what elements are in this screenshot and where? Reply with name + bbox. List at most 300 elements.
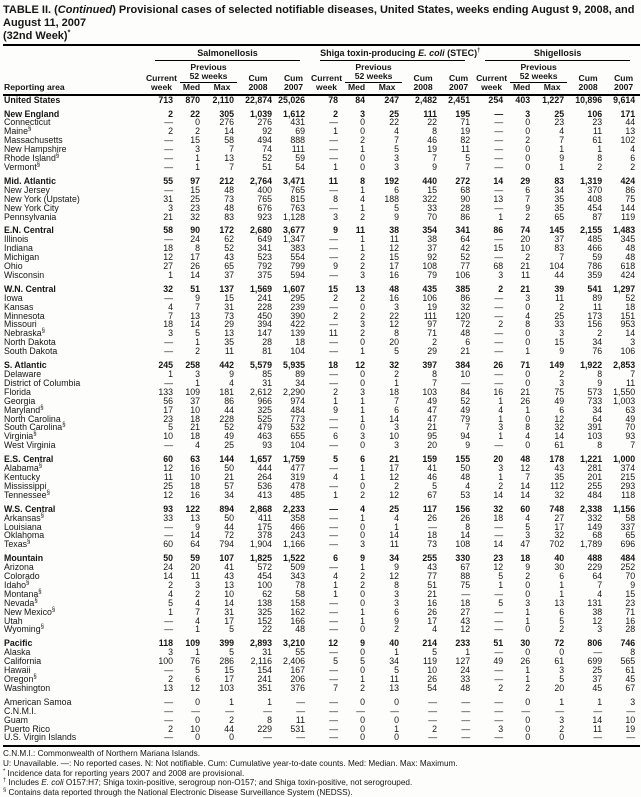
value-cell: — bbox=[164, 530, 173, 541]
table-row bbox=[3, 693, 640, 707]
value-cell: 25 bbox=[163, 480, 173, 491]
value-cell: 9 bbox=[559, 153, 565, 164]
value-cell: 13 bbox=[163, 682, 173, 693]
value-cell: 4 bbox=[630, 144, 636, 155]
value-cell: 5 bbox=[432, 480, 438, 491]
value-cell: 9 bbox=[394, 562, 400, 573]
value-cell: 9 bbox=[360, 638, 366, 649]
value-cell: 214 bbox=[422, 638, 438, 649]
value-cell: 22,874 bbox=[245, 94, 272, 105]
value-cell: 2 bbox=[360, 261, 366, 272]
value-cell: 78 bbox=[328, 94, 339, 105]
value-cell: 48 bbox=[224, 202, 234, 213]
value-cell: 252 bbox=[620, 562, 636, 573]
value-cell: 1 bbox=[597, 696, 603, 707]
value-cell: 57 bbox=[224, 480, 234, 491]
value-cell: 966 bbox=[257, 395, 272, 406]
value-cell: 7 bbox=[465, 422, 471, 433]
value-cell: 2 bbox=[525, 211, 531, 222]
value-cell: 7 bbox=[333, 682, 339, 693]
reporting-area-cell: Mississippi bbox=[4, 480, 47, 491]
value-cell: — bbox=[494, 696, 504, 707]
value-cell: 75 bbox=[625, 193, 636, 204]
value-cell: 58 bbox=[295, 588, 306, 599]
table-row bbox=[3, 572, 640, 581]
table-row bbox=[3, 370, 640, 379]
value-cell: 21 bbox=[163, 211, 173, 222]
value-cell: 2 bbox=[559, 624, 565, 635]
reporting-area-cell: Louisiana bbox=[4, 521, 42, 532]
reporting-area-cell: Oklahoma bbox=[4, 530, 45, 541]
value-cell: 1 bbox=[195, 377, 200, 388]
weeks52-label: 52 weeks bbox=[343, 72, 404, 83]
value-cell: 1 bbox=[229, 696, 234, 707]
value-cell: 29 bbox=[224, 319, 234, 330]
value-cell: 137 bbox=[219, 283, 234, 294]
value-cell: 11 bbox=[592, 723, 603, 734]
value-cell: 466 bbox=[587, 243, 603, 254]
value-cell: 212 bbox=[219, 175, 234, 186]
value-cell: 0 bbox=[360, 153, 366, 164]
value-cell: — bbox=[329, 480, 339, 491]
value-cell: 76 bbox=[190, 656, 200, 667]
value-cell: — bbox=[329, 696, 339, 707]
value-cell: — bbox=[329, 153, 339, 164]
value-cell: 0 bbox=[360, 337, 366, 348]
value-cell: 3 bbox=[498, 463, 504, 474]
value-cell: 0 bbox=[525, 301, 531, 312]
table-row bbox=[3, 163, 640, 172]
value-cell: 59 bbox=[190, 553, 200, 564]
value-cell: 7 bbox=[432, 377, 438, 388]
value-cell: 0 bbox=[360, 588, 366, 599]
value-cell: 2 bbox=[168, 723, 173, 734]
value-cell: 18 bbox=[328, 360, 339, 371]
value-cell: 3 bbox=[394, 422, 400, 433]
value-cell: 3 bbox=[559, 714, 565, 725]
column-label-row bbox=[3, 83, 640, 95]
reporting-area-cell: Wisconsin bbox=[4, 269, 45, 280]
reporting-area-cell: New Hampshire bbox=[4, 144, 67, 155]
value-cell: 37 bbox=[554, 234, 565, 245]
value-cell: 12 bbox=[190, 682, 200, 693]
value-cell: 84 bbox=[460, 386, 471, 397]
value-cell: 1 bbox=[394, 647, 400, 658]
value-cell: 894 bbox=[219, 503, 234, 514]
value-cell: — bbox=[494, 624, 504, 635]
value-cell: 5 bbox=[432, 647, 438, 658]
value-cell: — bbox=[164, 117, 173, 128]
value-cell: 106 bbox=[422, 292, 438, 303]
value-cell: 1 bbox=[498, 431, 504, 442]
value-cell: 127 bbox=[455, 656, 471, 667]
reporting-area-cell: Kentucky bbox=[4, 471, 41, 482]
value-cell: 93 bbox=[262, 440, 272, 451]
value-cell: 46 bbox=[427, 471, 438, 482]
value-cell: 1,221 bbox=[580, 454, 603, 465]
value-cell: 13 bbox=[224, 328, 234, 339]
value-cell: 1 bbox=[360, 234, 366, 245]
value-cell: 1 bbox=[360, 404, 366, 415]
value-cell: 241 bbox=[257, 674, 272, 684]
value-cell: 2 bbox=[360, 328, 366, 339]
reporting-area-cell: Montana§ bbox=[4, 588, 42, 599]
value-cell: 26 bbox=[520, 395, 531, 406]
value-cell: 1 bbox=[559, 144, 565, 155]
value-cell: 2 bbox=[597, 328, 603, 339]
value-cell: 41 bbox=[224, 562, 234, 573]
value-cell: 8 bbox=[525, 319, 531, 330]
table-row bbox=[3, 280, 640, 294]
footnote-marker: § bbox=[26, 580, 30, 587]
value-cell: 43 bbox=[224, 571, 234, 582]
value-cell: 2 bbox=[360, 579, 366, 590]
value-cell: 14 bbox=[190, 319, 200, 330]
value-cell: 9 bbox=[333, 225, 339, 236]
reporting-area-cell: North Carolina bbox=[4, 413, 61, 424]
year-2007-label: 2007 bbox=[442, 83, 475, 95]
value-cell: 33 bbox=[554, 319, 565, 330]
value-cell: 32 bbox=[554, 422, 565, 433]
value-cell: 55 bbox=[295, 647, 306, 658]
value-cell: 21 bbox=[389, 454, 400, 465]
value-cell: 112 bbox=[550, 480, 565, 491]
value-cell: 8 bbox=[394, 579, 400, 590]
value-cell: 111 bbox=[423, 310, 438, 321]
value-cell: 2,290 bbox=[283, 386, 306, 397]
value-cell: — bbox=[164, 135, 173, 146]
value-cell: 9 bbox=[229, 369, 234, 379]
value-cell: 3 bbox=[630, 696, 636, 707]
value-cell: 5 bbox=[195, 665, 200, 676]
value-cell: 0 bbox=[360, 117, 366, 128]
value-cell: 25 bbox=[224, 440, 234, 451]
value-cell: — bbox=[494, 126, 504, 137]
value-cell: 649 bbox=[257, 234, 272, 245]
table-row bbox=[3, 657, 640, 666]
value-cell: 156 bbox=[455, 503, 471, 514]
value-cell: 488 bbox=[587, 553, 603, 564]
table-row bbox=[3, 563, 640, 572]
value-cell: 1 bbox=[559, 161, 565, 172]
value-cell: 38 bbox=[389, 225, 400, 236]
value-cell: 4 bbox=[394, 512, 400, 523]
value-cell: 44 bbox=[224, 521, 234, 532]
value-cell: 21 bbox=[520, 261, 531, 272]
value-cell: 531 bbox=[290, 723, 306, 734]
value-cell: 28 bbox=[460, 202, 471, 213]
value-cell: 0 bbox=[525, 153, 531, 164]
cum-label: Cum bbox=[578, 72, 598, 83]
value-cell: 35 bbox=[554, 193, 565, 204]
value-cell: 77 bbox=[427, 571, 438, 582]
value-cell: 11 bbox=[295, 714, 306, 725]
table-row bbox=[3, 666, 640, 675]
value-cell: 2,853 bbox=[613, 360, 636, 371]
value-cell: 7 bbox=[394, 395, 400, 406]
value-cell: 953 bbox=[620, 319, 636, 330]
value-cell: — bbox=[329, 319, 339, 330]
value-cell: 3 bbox=[195, 369, 200, 379]
value-cell: 215 bbox=[620, 471, 636, 482]
value-cell: 12 bbox=[592, 615, 603, 626]
value-cell: 454 bbox=[257, 571, 272, 582]
value-cell: 38 bbox=[427, 234, 438, 245]
value-cell: 435 bbox=[422, 283, 438, 294]
table-row bbox=[3, 523, 640, 532]
value-cell: 4 bbox=[559, 126, 565, 137]
table-row bbox=[3, 235, 640, 244]
value-cell: 17 bbox=[554, 521, 565, 532]
value-cell: — bbox=[329, 184, 339, 195]
value-cell: — bbox=[296, 696, 306, 707]
value-cell: 54 bbox=[295, 161, 306, 172]
value-cell: 25 bbox=[592, 665, 603, 676]
value-cell: 305 bbox=[219, 108, 234, 119]
reporting-area-cell: New York (Upstate) bbox=[4, 193, 80, 204]
value-cell: 2 bbox=[597, 161, 603, 172]
value-cell: 2 bbox=[360, 135, 366, 146]
value-cell: 89 bbox=[295, 369, 306, 379]
value-cell: 27 bbox=[163, 261, 173, 272]
value-cell: 9 bbox=[559, 346, 565, 357]
value-cell: 3 bbox=[394, 153, 400, 164]
value-cell: — bbox=[329, 539, 339, 550]
value-cell: 10 bbox=[389, 431, 400, 442]
value-cell: 20 bbox=[427, 440, 438, 451]
value-cell: 7 bbox=[195, 301, 200, 312]
table-row bbox=[3, 213, 640, 222]
value-cell: 4 bbox=[168, 301, 173, 312]
value-cell: 13 bbox=[190, 310, 200, 321]
value-cell: — bbox=[329, 503, 339, 514]
value-cell: 1,904 bbox=[249, 539, 272, 550]
table-row bbox=[3, 599, 640, 608]
value-cell: 3 bbox=[559, 377, 565, 388]
value-cell: 7 bbox=[559, 252, 565, 263]
value-cell: — bbox=[164, 337, 173, 348]
value-cell: 0 bbox=[525, 696, 531, 707]
reporting-area-cell: Utah bbox=[4, 615, 23, 626]
value-cell: 0 bbox=[360, 521, 366, 532]
value-cell: 44 bbox=[625, 117, 636, 128]
value-cell: 60 bbox=[520, 503, 531, 514]
value-cell: 2 bbox=[168, 108, 173, 119]
value-cell: — bbox=[428, 714, 438, 725]
value-cell: 59 bbox=[295, 153, 306, 164]
table-row bbox=[3, 347, 640, 356]
table-row bbox=[3, 514, 640, 523]
value-cell: 0 bbox=[394, 714, 400, 725]
footnote-marker: § bbox=[34, 597, 38, 604]
value-cell: 46 bbox=[427, 135, 438, 146]
value-cell: 61 bbox=[554, 656, 565, 667]
value-cell: 15 bbox=[493, 243, 504, 254]
value-cell: — bbox=[329, 463, 339, 474]
value-cell: — bbox=[494, 234, 504, 245]
reporting-area-cell: South Dakota bbox=[4, 346, 58, 357]
value-cell: 19 bbox=[625, 723, 636, 734]
value-cell: 103 bbox=[219, 682, 234, 693]
value-cell: 14 bbox=[389, 530, 400, 541]
value-cell: 49 bbox=[460, 404, 471, 415]
value-cell: 64 bbox=[592, 571, 603, 582]
value-cell: 11 bbox=[554, 292, 565, 303]
value-cell: 51 bbox=[262, 161, 272, 172]
reporting-area-cell: Indiana bbox=[4, 243, 33, 254]
value-cell: 188 bbox=[384, 193, 400, 204]
value-cell: — bbox=[164, 440, 173, 451]
value-cell: 10 bbox=[163, 431, 173, 442]
value-cell: 1 bbox=[360, 463, 366, 474]
table-row bbox=[3, 105, 640, 119]
value-cell: — bbox=[494, 674, 504, 684]
value-cell: 2 bbox=[360, 571, 366, 582]
value-cell: 12 bbox=[328, 638, 339, 649]
value-cell: 7 bbox=[630, 369, 636, 379]
value-cell: 14 bbox=[493, 175, 504, 186]
value-cell: 12 bbox=[389, 489, 400, 500]
value-cell: 4 bbox=[525, 310, 531, 321]
value-cell: 594 bbox=[290, 269, 306, 280]
reporting-area-cell: Nevada§ bbox=[4, 597, 38, 608]
value-cell: — bbox=[164, 615, 173, 626]
value-cell: 6 bbox=[333, 431, 339, 442]
reporting-area-cell: Guam bbox=[4, 714, 28, 725]
value-cell: 2 bbox=[360, 682, 366, 693]
value-cell: 1,789 bbox=[580, 539, 603, 550]
value-cell: 14 bbox=[389, 413, 400, 424]
value-cell: 7 bbox=[195, 606, 200, 617]
value-cell: 10,896 bbox=[575, 94, 603, 105]
table-row bbox=[3, 432, 640, 441]
value-cell: 48 bbox=[625, 252, 636, 263]
value-cell: 0 bbox=[360, 161, 366, 172]
value-cell: 2 bbox=[432, 723, 438, 734]
reporting-area-cell: Connecticut bbox=[4, 117, 51, 128]
reporting-area-cell: Michigan bbox=[4, 252, 40, 263]
reporting-area-cell: Colorado bbox=[4, 571, 40, 582]
value-cell: — bbox=[626, 705, 636, 716]
value-cell: — bbox=[329, 269, 339, 280]
reporting-area-cell: Alabama§ bbox=[4, 463, 43, 474]
value-cell: 79 bbox=[460, 413, 471, 424]
value-cell: 5 bbox=[229, 624, 234, 635]
value-cell: 4 bbox=[498, 404, 504, 415]
max-label: Max bbox=[370, 83, 404, 95]
value-cell: — bbox=[428, 521, 438, 532]
value-cell: 3 bbox=[333, 211, 339, 222]
value-cell: 77 bbox=[460, 261, 471, 272]
value-cell: 23 bbox=[625, 597, 636, 608]
value-cell: 7 bbox=[559, 135, 565, 146]
value-cell: — bbox=[607, 733, 640, 746]
value-cell: 71 bbox=[427, 328, 438, 339]
value-cell: 3 bbox=[394, 161, 400, 172]
value-cell: 13 bbox=[625, 126, 636, 137]
value-cell: 23 bbox=[163, 413, 173, 424]
value-cell: 43 bbox=[554, 463, 565, 474]
value-cell: 22 bbox=[427, 117, 438, 128]
footnote-marker: § bbox=[51, 606, 56, 613]
value-cell: 1 bbox=[394, 377, 400, 388]
weeks52-label: 52 weeks bbox=[178, 72, 239, 83]
value-cell: 52 bbox=[224, 422, 234, 433]
value-cell: 48 bbox=[389, 283, 400, 294]
value-cell: 2,868 bbox=[249, 503, 272, 514]
value-cell: 47 bbox=[520, 539, 531, 550]
value-cell: 374 bbox=[620, 463, 636, 474]
value-cell: 1 bbox=[597, 144, 603, 155]
value-cell: 0 bbox=[360, 422, 366, 433]
value-cell: 63 bbox=[625, 404, 636, 415]
value-cell: 65 bbox=[554, 211, 565, 222]
reporting-area-cell: American Samoa bbox=[4, 696, 72, 707]
reporting-area-cell: Nebraska§ bbox=[4, 328, 45, 339]
value-cell: 18 bbox=[163, 319, 173, 330]
value-cell: 2 bbox=[168, 674, 173, 684]
value-cell: 10 bbox=[190, 471, 200, 482]
value-cell: 1 bbox=[195, 337, 200, 348]
value-cell: 0 bbox=[360, 665, 366, 676]
value-cell: 167 bbox=[290, 665, 306, 676]
table-row bbox=[3, 329, 640, 338]
value-cell: 1 bbox=[360, 413, 366, 424]
value-cell: 181 bbox=[219, 386, 234, 397]
value-cell: 71 bbox=[625, 606, 636, 617]
value-cell: 21 bbox=[460, 346, 471, 357]
value-cell: — bbox=[442, 733, 475, 746]
value-cell: — bbox=[225, 705, 234, 716]
value-cell: — bbox=[329, 202, 339, 213]
reporting-area-cell: Arizona bbox=[4, 562, 34, 573]
value-cell: 1 bbox=[333, 579, 339, 590]
value-cell: 4 bbox=[432, 624, 438, 635]
value-cell: 11 bbox=[328, 328, 339, 339]
value-cell: 1 bbox=[360, 144, 366, 155]
value-cell: — bbox=[461, 705, 471, 716]
value-cell: 454 bbox=[587, 202, 603, 213]
value-cell: 8 bbox=[525, 422, 531, 433]
value-cell: 73 bbox=[224, 310, 234, 321]
value-cell: 1 bbox=[195, 624, 200, 635]
value-cell: 9 bbox=[394, 211, 400, 222]
value-cell: 2,764 bbox=[249, 175, 272, 186]
value-cell: 68 bbox=[493, 261, 504, 272]
table-row bbox=[3, 725, 640, 734]
reporting-area-cell: Idaho§ bbox=[4, 579, 30, 590]
value-cell: 37 bbox=[190, 395, 200, 406]
reporting-area-cell: Pacific bbox=[4, 638, 33, 649]
footnote bbox=[3, 759, 639, 769]
value-cell: 5 bbox=[168, 597, 173, 608]
table-row bbox=[3, 244, 640, 253]
value-cell: 87 bbox=[592, 211, 603, 222]
value-cell: 11 bbox=[389, 539, 400, 550]
value-cell: 144 bbox=[620, 202, 636, 213]
value-cell: 51 bbox=[427, 579, 438, 590]
value-cell: — bbox=[329, 562, 339, 573]
value-cell: 1,569 bbox=[249, 283, 272, 294]
footnote-marker: § bbox=[26, 539, 31, 546]
med-label: Med bbox=[343, 83, 370, 95]
value-cell: 2 bbox=[360, 211, 366, 222]
value-cell: 27 bbox=[554, 512, 565, 523]
reporting-area-cell: New England bbox=[4, 108, 60, 119]
value-cell: 104 bbox=[290, 440, 306, 451]
reporting-area-cell: Tennessee§ bbox=[4, 489, 50, 500]
value-cell: 276 bbox=[257, 117, 272, 128]
